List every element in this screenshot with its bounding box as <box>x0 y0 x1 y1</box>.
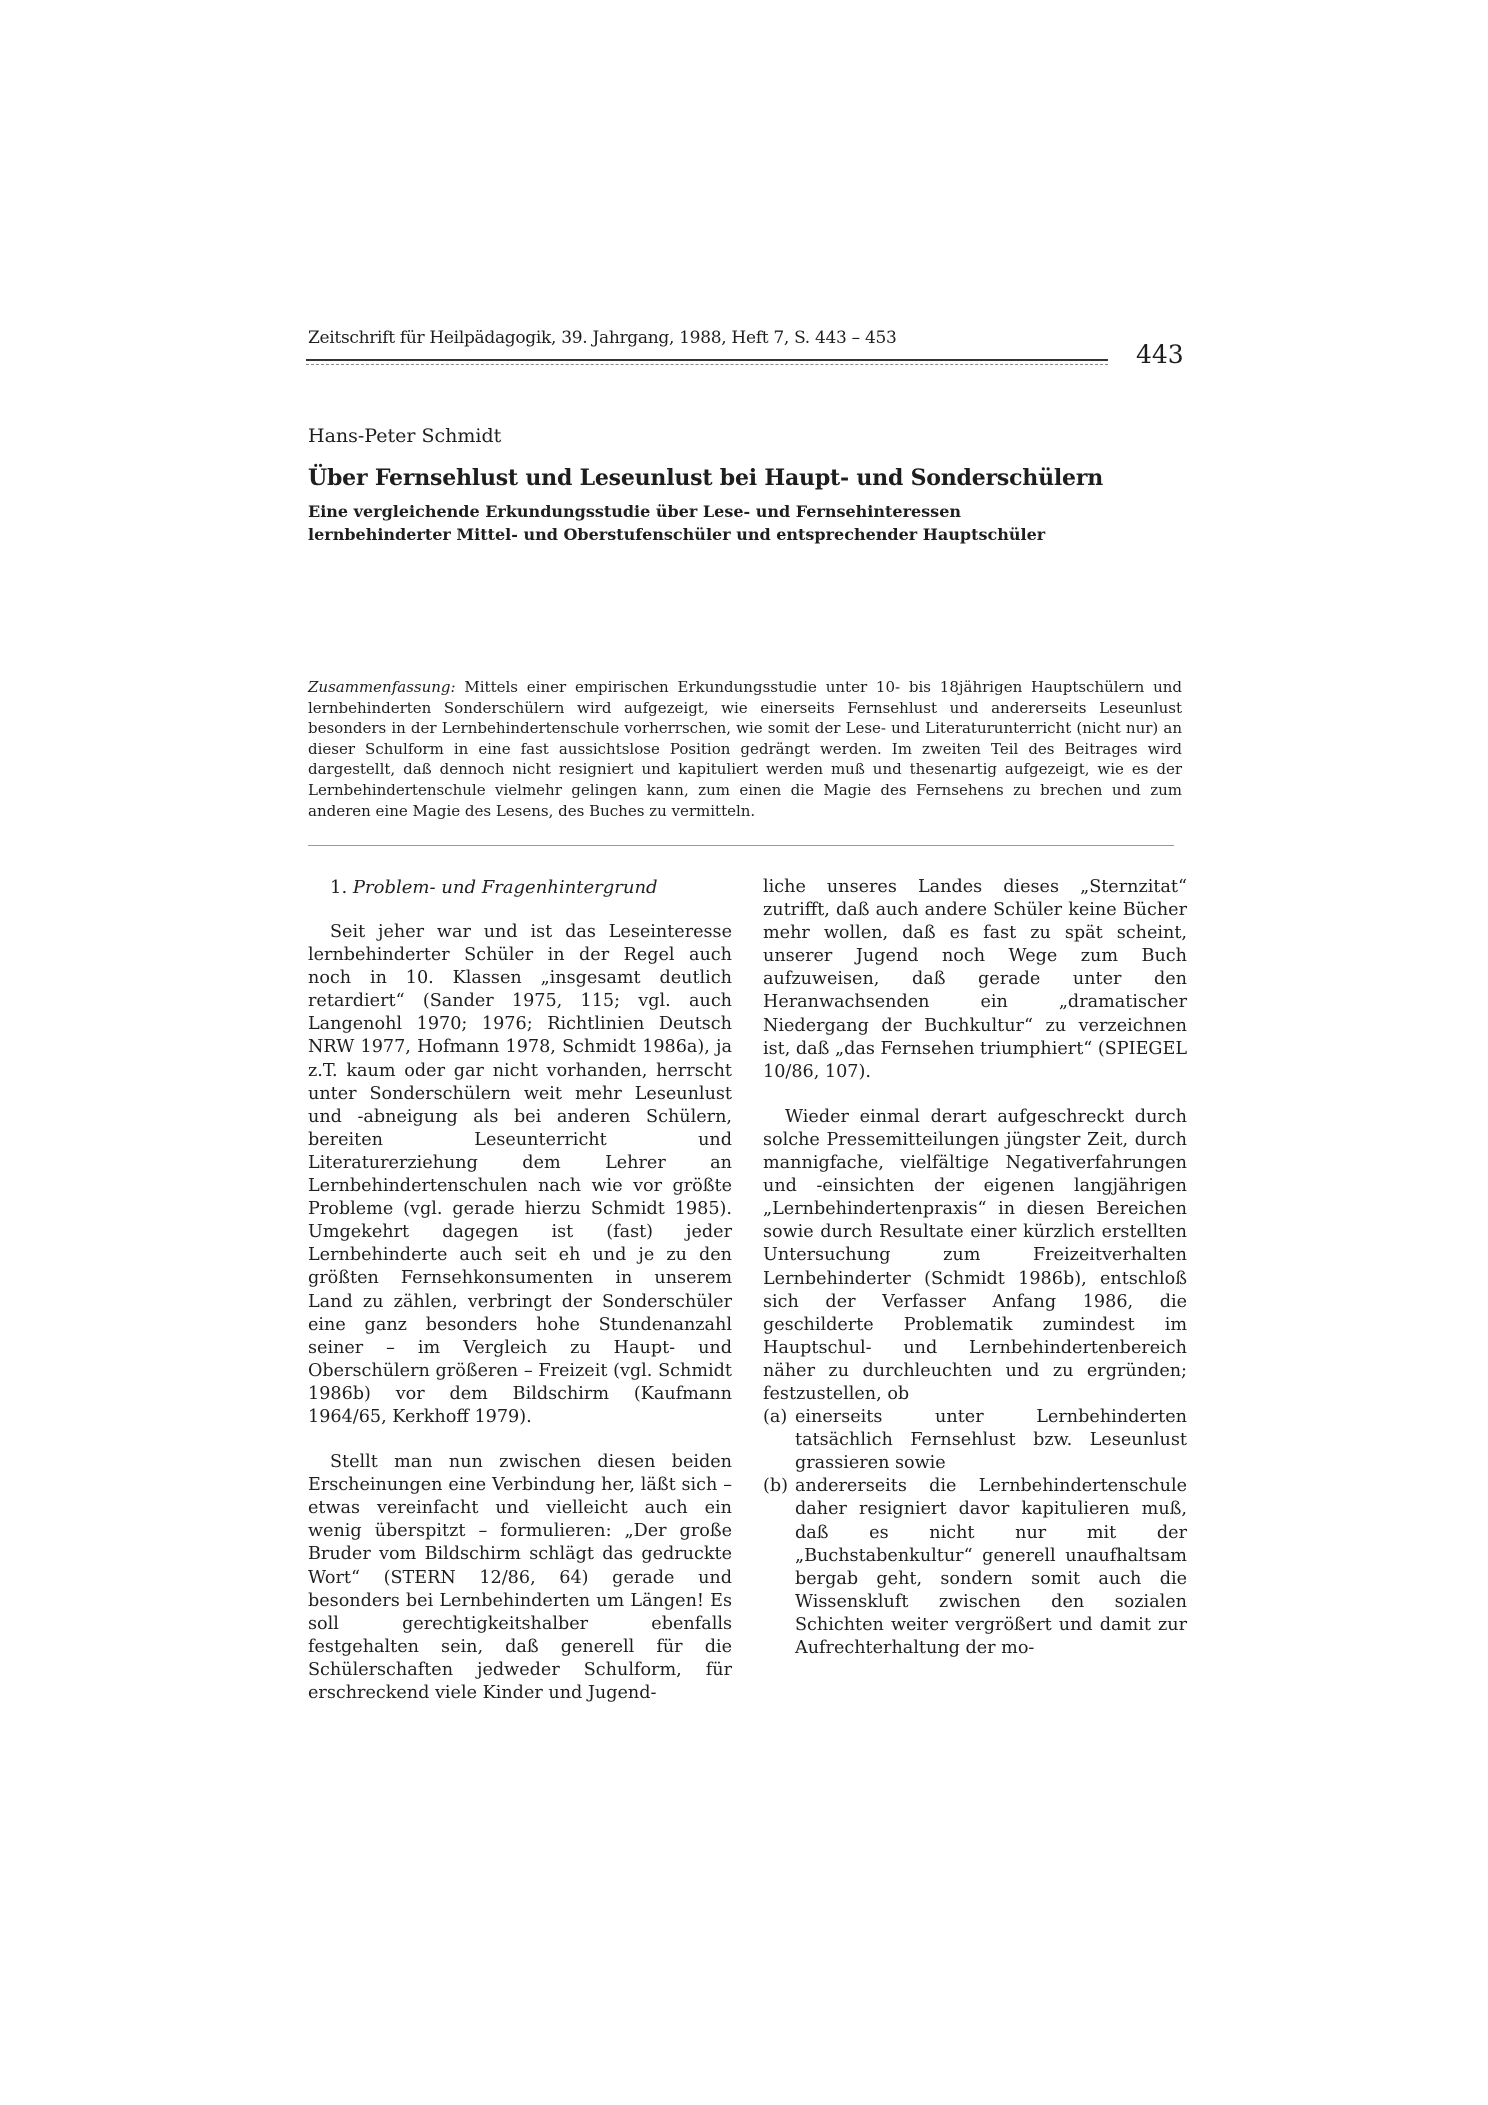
list-marker: (a) <box>763 1407 788 1428</box>
section-title: Problem- und Fragenhintergrund <box>352 877 658 898</box>
journal-citation: Zeitschrift für Heilpädagogik, 39. Jahrgang, 1988, Heft 7, S. 443 – 453 <box>308 328 897 348</box>
list-item-text: einerseits unter Lernbehinderten tatsächlich Fernsehlust bzw. Leseunlust grassieren sowie <box>795 1407 1187 1474</box>
abstract <box>308 677 1182 821</box>
body-paragraph-3: liche unseres Landes dieses „Sternzitat“ zutrifft, daß auch andere Schüler keine Bücher mehr wollen, daß es fast zu spät scheint, unserer Jugend noch Wege zum Buch aufzuweisen, daß gerade unter den Heranwachsenden ein „dramatischer Niedergang der Buchkultur“ zu verzeichnen ist, daß „das Fernsehen triumphiert“ (SPIEGEL 10/86, 107). <box>763 877 1187 1082</box>
left-column <box>308 876 732 1705</box>
subtitle-line-1: Eine vergleichende Erkundungsstudie über Lese- und Fernsehinteressen <box>308 502 961 521</box>
article-subtitle <box>308 500 1045 546</box>
abstract-label: Zusammenfassung: <box>308 678 456 696</box>
body-paragraph-1: Seit jeher war und ist das Leseinteresse lernbehinderter Schüler in der Regel auch noch in 10. Klassen „insgesamt deutlich retardiert“ (Sander 1975, 115; vgl. auch Langenohl 1970; 1976; Richtlinien Deutsch NRW 1977, Hofmann 1978, Schmidt 1986a), ja z.T. kaum oder gar nicht vorhanden, herrscht unter Sonderschülern weit mehr Leseunlust und -abneigung als bei anderen Schülern, bereiten Leseunterricht und Literaturerziehung dem Lehrer an Lernbehindertenschulen nach wie vor größte Probleme (vgl. gerade hierzu Schmidt 1985). Umgekehrt dagegen ist (fast) jeder Lernbehinderte auch seit eh und je zu den größten Fernsehkonsumenten in unserem Land zu zählen, verbringt der Sonderschüler eine ganz besonders hohe Stundenanzahl seiner – im Vergleich zu Haupt- und Oberschülern größeren – Freizeit (vgl. Schmidt 1986b) vor dem Bildschirm (Kaufmann 1964/65, Kerkhoff 1979). <box>308 922 732 1427</box>
header-rule-secondary <box>306 364 1108 365</box>
page-number: 443 <box>1136 340 1184 369</box>
section-heading <box>308 876 732 899</box>
header-rule <box>306 359 1108 361</box>
abstract-rule <box>308 845 1174 846</box>
section-number: 1. <box>330 877 348 898</box>
article-author: Hans-Peter Schmidt <box>308 425 502 447</box>
list-marker: (b) <box>763 1476 788 1497</box>
right-column <box>763 876 1187 1660</box>
article-title: Über Fernsehlust und Leseunlust bei Haupt- und Sonderschülern <box>308 465 1104 491</box>
list-item <box>763 1475 1187 1660</box>
body-paragraph-2: Stellt man nun zwischen diesen beiden Erscheinungen eine Verbindung her, läßt sich – etwas vereinfacht und vielleicht auch ein wenig überspitzt – formulieren: „Der große Bruder vom Bildschirm schlägt das gedruckte Wort“ (STERN 12/86, 64) gerade und besonders bei Lernbehinderten um Längen! Es soll gerechtigkeitshalber ebenfalls festgehalten sein, daß generell für die Schülerschaften jedweder Schulform, für erschreckend viele Kinder und Jugend- <box>308 1452 732 1703</box>
body-paragraph-4: Wieder einmal derart aufgeschreckt durch solche Pressemitteilungen jüngster Zeit, durch mannigfache, vielfältige Negativerfahrungen und -einsichten der eigenen langjährigen „Lernbehindertenpraxis“ in diesen Bereichen sowie durch Resultate einer kürzlich erstellten Untersuchung zum Freizeitverhalten Lernbehinderter (Schmidt 1986b), entschloß sich der Verfasser Anfang 1986, die geschilderte Problematik zumindest im Hauptschul- und Lernbehindertenbereich näher zu durchleuchten und zu ergründen; festzustellen, ob <box>763 1106 1187 1404</box>
abstract-text: Mittels einer empirischen Erkundungsstudie unter 10- bis 18jährigen Hauptschülern und lernbehinderten Sonderschülern wird aufgezeigt, wie einerseits Fernsehlust und andererseits Leseunlust besonders in der Lernbehindertenschule vorherrschen, wie somit der Lese- und Literaturunterricht (nicht nur) an dieser Schulform in eine fast aussichtslose Position gedrängt werden. Im zweiten Teil des Beitrages wird dargestellt, daß dennoch nicht resigniert und kapituliert werden muß und thesenartig aufgezeigt, wie es der Lernbehindertenschule vielmehr gelingen kann, zum einen die Magie des Fernsehens zu brechen und zum anderen eine Magie des Lesens, des Buches zu vermitteln. <box>308 678 1182 820</box>
list-item-text: andererseits die Lernbehindertenschule daher resigniert davor kapitulieren muß, daß es nicht nur mit der „Buchstabenkultur“ generell unaufhaltsam bergab geht, sondern somit auch die Wissenskluft zwischen den sozialen Schichten weiter vergrößert und damit zur Aufrechterhaltung der mo- <box>795 1476 1187 1658</box>
list-item <box>763 1406 1187 1475</box>
question-list <box>763 1406 1187 1660</box>
subtitle-line-2: lernbehinderter Mittel- und Oberstufenschüler und entsprechender Hauptschüler <box>308 525 1046 544</box>
